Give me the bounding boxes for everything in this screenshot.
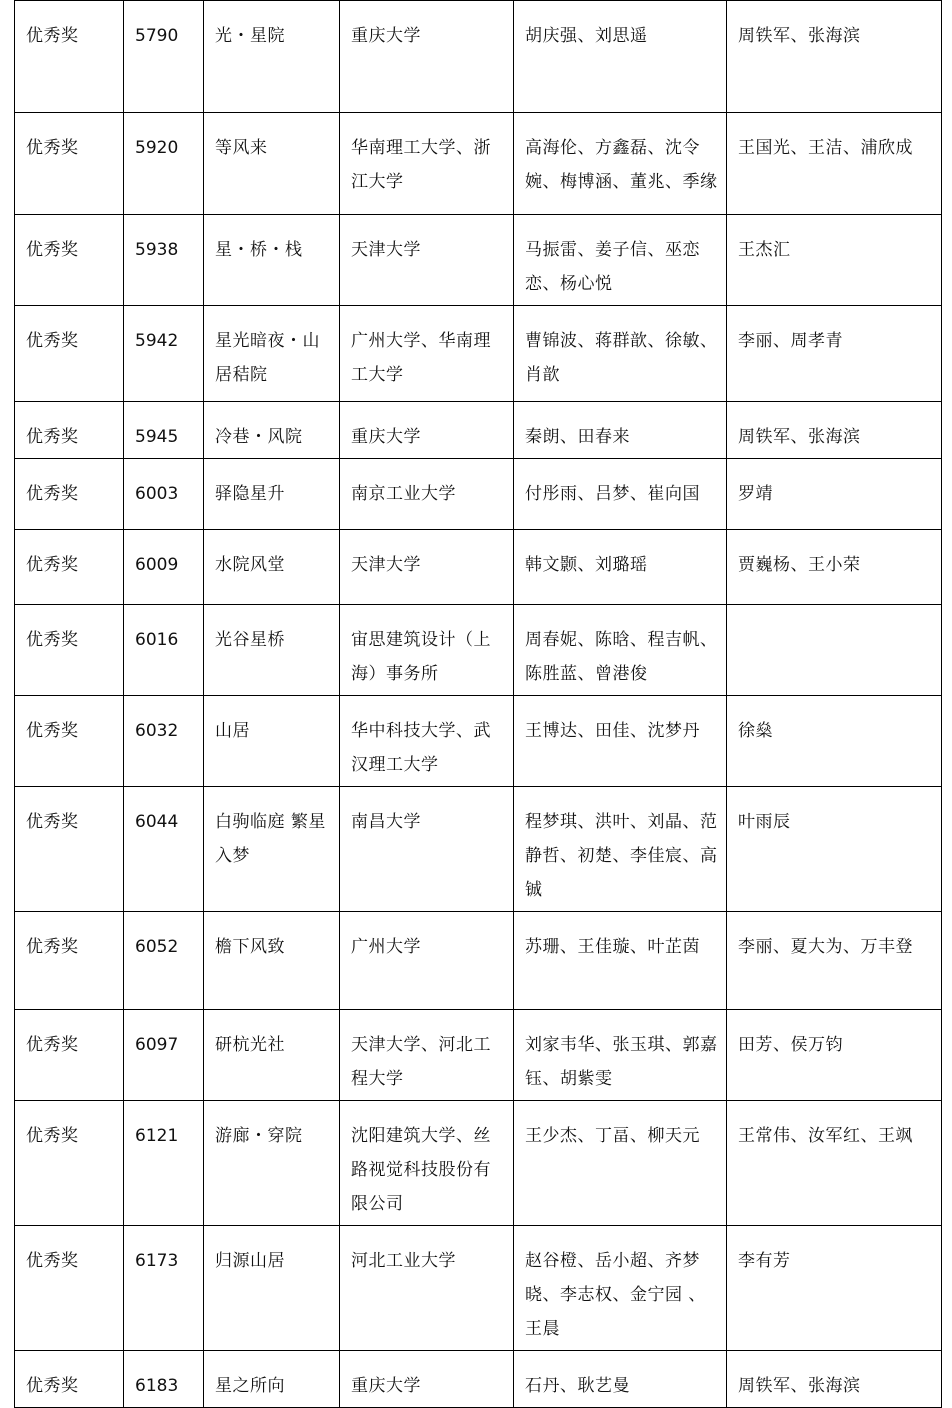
school-cell: 沈阳建筑大学、丝路视觉科技股份有限公司	[340, 1101, 514, 1226]
entry-id-cell: 5938	[124, 215, 204, 306]
school-cell: 广州大学、华南理工大学	[340, 306, 514, 402]
entry-title-cell: 驿隐星升	[204, 459, 340, 530]
table-row	[15, 605, 942, 696]
members-cell: 赵谷橙、岳小超、齐梦晓、李志权、金宁园 、王晨	[514, 1226, 727, 1351]
entry-id-cell: 6097	[124, 1010, 204, 1101]
entry-title-cell: 冷巷・风院	[204, 402, 340, 459]
advisors-cell	[727, 605, 942, 696]
table-row	[15, 1101, 942, 1226]
entry-id-cell: 6121	[124, 1101, 204, 1226]
members-cell: 苏珊、王佳璇、叶芷茵	[514, 912, 727, 1010]
awards-table-body	[15, 1, 942, 1408]
entry-id-cell: 5945	[124, 402, 204, 459]
school-cell: 重庆大学	[340, 1, 514, 113]
members-cell: 程梦琪、洪叶、刘晶、范静哲、初楚、李佳宸、高铖	[514, 787, 727, 912]
members-cell: 曹锦波、蒋群歆、徐敏、肖歆	[514, 306, 727, 402]
entry-id-cell: 6183	[124, 1351, 204, 1408]
school-cell: 华中科技大学、武汉理工大学	[340, 696, 514, 787]
award-level-cell: 优秀奖	[15, 459, 124, 530]
entry-id-cell: 5920	[124, 113, 204, 215]
school-cell: 天津大学、河北工程大学	[340, 1010, 514, 1101]
entry-title-cell: 研杭光社	[204, 1010, 340, 1101]
award-level-cell: 优秀奖	[15, 306, 124, 402]
advisors-cell: 王杰汇	[727, 215, 942, 306]
advisors-cell: 田芳、侯万钧	[727, 1010, 942, 1101]
advisors-cell: 罗靖	[727, 459, 942, 530]
entry-title-cell: 光・星院	[204, 1, 340, 113]
entry-id-cell: 6016	[124, 605, 204, 696]
advisors-cell: 王常伟、汝军红、王飒	[727, 1101, 942, 1226]
school-cell: 重庆大学	[340, 402, 514, 459]
award-level-cell: 优秀奖	[15, 912, 124, 1010]
advisors-cell: 周铁军、张海滨	[727, 1351, 942, 1408]
entry-id-cell: 6044	[124, 787, 204, 912]
table-row	[15, 1010, 942, 1101]
award-level-cell: 优秀奖	[15, 402, 124, 459]
advisors-cell: 李丽、周孝青	[727, 306, 942, 402]
entry-id-cell: 5790	[124, 1, 204, 113]
entry-title-cell: 星之所向	[204, 1351, 340, 1408]
members-cell: 王少杰、丁畐、柳天元	[514, 1101, 727, 1226]
award-level-cell: 优秀奖	[15, 113, 124, 215]
members-cell: 高海伦、方鑫磊、沈令婉、梅博涵、董兆、季缘	[514, 113, 727, 215]
school-cell: 宙思建筑设计（上海）事务所	[340, 605, 514, 696]
entry-title-cell: 归源山居	[204, 1226, 340, 1351]
advisors-cell: 周铁军、张海滨	[727, 1, 942, 113]
advisors-cell: 李丽、夏大为、万丰登	[727, 912, 942, 1010]
entry-id-cell: 6003	[124, 459, 204, 530]
table-row	[15, 1, 942, 113]
members-cell: 周春妮、陈晗、程吉帆、陈胜蓝、曾港俊	[514, 605, 727, 696]
members-cell: 韩文颢、刘璐瑶	[514, 530, 727, 605]
award-level-cell: 优秀奖	[15, 1010, 124, 1101]
award-level-cell: 优秀奖	[15, 1101, 124, 1226]
table-row	[15, 912, 942, 1010]
school-cell: 广州大学	[340, 912, 514, 1010]
advisors-cell: 叶雨辰	[727, 787, 942, 912]
entry-id-cell: 6052	[124, 912, 204, 1010]
entry-title-cell: 光谷星桥	[204, 605, 340, 696]
table-row	[15, 696, 942, 787]
advisors-cell: 李有芳	[727, 1226, 942, 1351]
school-cell: 天津大学	[340, 215, 514, 306]
entry-title-cell: 星光暗夜・山居秸院	[204, 306, 340, 402]
advisors-cell: 贾巍杨、王小荣	[727, 530, 942, 605]
award-level-cell: 优秀奖	[15, 1351, 124, 1408]
school-cell: 河北工业大学	[340, 1226, 514, 1351]
award-level-cell: 优秀奖	[15, 1226, 124, 1351]
members-cell: 石丹、耿艺曼	[514, 1351, 727, 1408]
members-cell: 付彤雨、吕梦、崔向国	[514, 459, 727, 530]
school-cell: 南昌大学	[340, 787, 514, 912]
table-row	[15, 459, 942, 530]
members-cell: 胡庆强、刘思遥	[514, 1, 727, 113]
awards-table	[14, 0, 942, 1408]
advisors-cell: 周铁军、张海滨	[727, 402, 942, 459]
award-level-cell: 优秀奖	[15, 215, 124, 306]
entry-id-cell: 6173	[124, 1226, 204, 1351]
members-cell: 王博达、田佳、沈梦丹	[514, 696, 727, 787]
school-cell: 南京工业大学	[340, 459, 514, 530]
entry-id-cell: 6032	[124, 696, 204, 787]
table-row	[15, 402, 942, 459]
entry-title-cell: 山居	[204, 696, 340, 787]
members-cell: 秦朗、田春来	[514, 402, 727, 459]
award-level-cell: 优秀奖	[15, 696, 124, 787]
award-level-cell: 优秀奖	[15, 787, 124, 912]
table-row	[15, 530, 942, 605]
advisors-cell: 徐燊	[727, 696, 942, 787]
entry-id-cell: 6009	[124, 530, 204, 605]
award-level-cell: 优秀奖	[15, 605, 124, 696]
school-cell: 天津大学	[340, 530, 514, 605]
table-row	[15, 787, 942, 912]
advisors-cell: 王国光、王洁、浦欣成	[727, 113, 942, 215]
table-row	[15, 113, 942, 215]
award-level-cell: 优秀奖	[15, 530, 124, 605]
table-row	[15, 215, 942, 306]
entry-title-cell: 星・桥・栈	[204, 215, 340, 306]
entry-title-cell: 水院风堂	[204, 530, 340, 605]
entry-title-cell: 游廊・穿院	[204, 1101, 340, 1226]
school-cell: 华南理工大学、浙江大学	[340, 113, 514, 215]
entry-title-cell: 等风来	[204, 113, 340, 215]
school-cell: 重庆大学	[340, 1351, 514, 1408]
entry-title-cell: 檐下风致	[204, 912, 340, 1010]
members-cell: 刘家韦华、张玉琪、郭嘉钰、胡紫雯	[514, 1010, 727, 1101]
table-row	[15, 1226, 942, 1351]
award-level-cell: 优秀奖	[15, 1, 124, 113]
entry-id-cell: 5942	[124, 306, 204, 402]
table-row	[15, 1351, 942, 1408]
table-row	[15, 306, 942, 402]
members-cell: 马振雷、姜子信、巫恋恋、杨心悦	[514, 215, 727, 306]
entry-title-cell: 白驹临庭 繁星入梦	[204, 787, 340, 912]
